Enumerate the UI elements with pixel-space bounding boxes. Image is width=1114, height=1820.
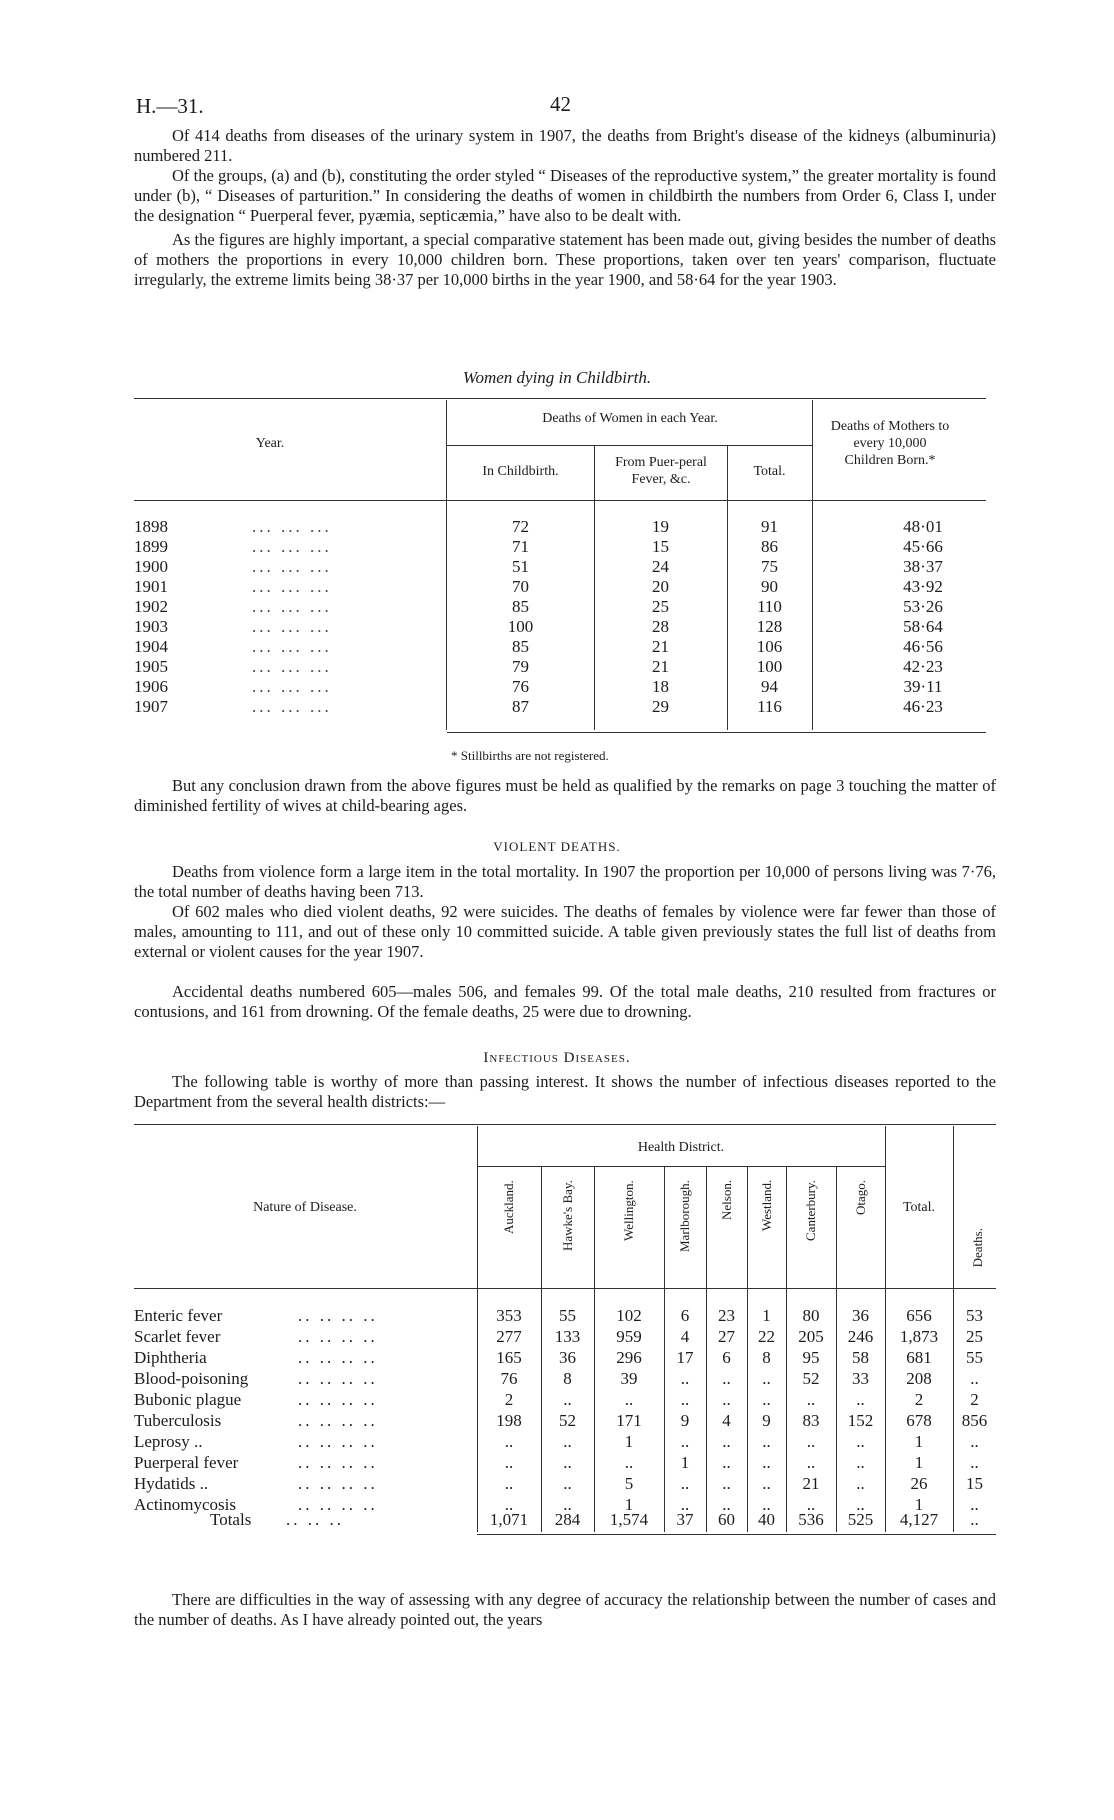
leader-dots: ... ... ...: [252, 577, 332, 596]
table2-total-header: Total.: [902, 1200, 936, 1215]
leader-dots: .. .. .. ..: [298, 1495, 378, 1514]
table2-cell: 678: [906, 1411, 932, 1430]
table1-cell-puerperal: 15: [652, 537, 669, 556]
table2-cell: 1: [914, 1432, 924, 1451]
table1-row: [134, 697, 986, 717]
table2-cell: 284: [554, 1510, 581, 1529]
page-number: 42: [550, 92, 571, 116]
table2-cell: ..: [856, 1474, 865, 1493]
leader-dots: ... ... ...: [252, 697, 332, 716]
table1-cell-total: 75: [761, 557, 778, 576]
table2-cell: ..: [762, 1432, 771, 1451]
table2-row: [134, 1432, 996, 1453]
table2-cell: 52: [802, 1369, 820, 1388]
table1-cell-childbirth: 85: [512, 597, 529, 616]
table2-cell: 95: [802, 1348, 820, 1367]
table2-row: [134, 1306, 996, 1327]
table2-cell: ..: [722, 1474, 731, 1493]
table1-cell-total: 91: [761, 517, 778, 536]
table2-cell: ..: [762, 1495, 771, 1514]
table2-cell: ..: [806, 1495, 816, 1514]
table2-cell: ..: [680, 1432, 690, 1451]
table2-cell: ..: [624, 1453, 634, 1472]
leader-dots: .. .. .. ..: [298, 1432, 378, 1451]
table2-cell: ..: [970, 1369, 979, 1388]
table2-cell: 9: [762, 1411, 771, 1430]
table2-row-label: Enteric fever: [134, 1306, 223, 1325]
table2-cell: ..: [624, 1390, 634, 1409]
table2-cell: 27: [718, 1327, 735, 1346]
table2-cell: ..: [504, 1432, 514, 1451]
table2-cell: 33: [852, 1369, 869, 1388]
infectious-paragraph: The following table is worthy of more than passing interest. It shows the number of infectious diseases reported to the Department from the several health districts:—: [134, 1072, 996, 1111]
table2-cell: ..: [806, 1453, 816, 1472]
table2-cell: 1: [914, 1453, 924, 1472]
table1-cell-total: 100: [756, 657, 783, 676]
table2-cell: ..: [970, 1495, 979, 1514]
table2-cell: 5: [624, 1474, 634, 1493]
table2-cell: 4: [722, 1411, 731, 1430]
leader-dots: .. .. .. ..: [298, 1411, 378, 1430]
table2-cell: 2: [970, 1390, 979, 1409]
table2-cell: 53: [966, 1306, 983, 1325]
table1-cell-rate: 58·64: [903, 617, 943, 636]
table2-cell: ..: [504, 1474, 514, 1493]
after-table1-paragraph: But any conclusion drawn from the above figures must be held as qualified by the remarks on page 3 touching the matter of diminished fertility of wives at child-bearing ages.: [134, 776, 996, 815]
table1-cell-childbirth: 51: [512, 557, 529, 576]
table2-cell: 23: [718, 1306, 735, 1325]
table1-cell-year: 1902: [134, 597, 168, 616]
table1-cell-puerperal: 28: [652, 617, 669, 636]
table2-nature-header: Nature of Disease.: [253, 1200, 357, 1215]
table2-cell: 353: [496, 1306, 522, 1325]
table2-cell: 36: [559, 1348, 576, 1367]
table1-row: [134, 657, 986, 677]
table1-row: [134, 677, 986, 697]
intro-paragraph-3: As the figures are highly important, a special comparative statement has been made out, giving besides the number of deaths of mothers the proportions in every 10,000 children born. These proportions, taken over ten years' comparison, fluctuate irregularly, the extreme limits being 38·37 per 10,000 births in the year 1900, and 58·64 for the year 1903.: [134, 230, 996, 289]
table2-district-header: Wellington.: [621, 1180, 636, 1241]
table1-cell-total: 90: [761, 577, 778, 596]
table1-cell-childbirth: 100: [507, 617, 534, 636]
table2-cell: 1: [914, 1495, 924, 1514]
table2-row: [134, 1369, 996, 1390]
table1-cell-year: 1904: [134, 637, 168, 656]
table1-cell-puerperal: 25: [652, 597, 669, 616]
table2-cell: 246: [847, 1327, 874, 1346]
leader-dots: .. .. ..: [286, 1510, 344, 1529]
table1-cell-childbirth: 72: [512, 517, 529, 536]
table2-row: [134, 1411, 996, 1432]
table2-cell: 26: [910, 1474, 928, 1493]
table1-cell-total: 116: [757, 697, 782, 716]
table2-header-rule: [134, 1288, 996, 1289]
table1-cell-total: 86: [761, 537, 778, 556]
table2-cell: ..: [856, 1453, 865, 1472]
table1-cell-puerperal: 29: [652, 697, 669, 716]
table1-cell-rate: 46·23: [903, 697, 943, 716]
leader-dots: .. .. .. ..: [298, 1348, 378, 1367]
table1-cell-childbirth: 87: [512, 697, 529, 716]
table2-cell: 36: [852, 1306, 869, 1325]
table2-cell: 133: [554, 1327, 581, 1346]
table1-cell-total: 94: [761, 677, 778, 696]
table2-cell: ..: [856, 1495, 865, 1514]
table2-cell: 80: [802, 1306, 820, 1325]
table1-cell-rate: 53·26: [903, 597, 943, 616]
table2-cell: 277: [496, 1327, 522, 1346]
table1-cell-rate: 46·56: [903, 637, 943, 656]
table2-cell: 58: [852, 1348, 869, 1367]
intro-paragraph-2: Of the groups, (a) and (b), constituting the order styled “ Diseases of the reproductive system,” the greater mortality is found under (b), “ Diseases of parturition.” In considering the deaths of women in childbirth the numbers from Order 6, Class I, under the designation “ Puerperal fever, pyæmia, septicæmia,” have also to be dealt with.: [134, 166, 996, 225]
table1-caption: Women dying in Childbirth.: [462, 368, 652, 387]
table2-cell: ..: [970, 1432, 979, 1451]
leader-dots: ... ... ...: [252, 597, 332, 616]
table2-district-header: Westland.: [758, 1180, 774, 1232]
table2-cell: ..: [722, 1432, 731, 1451]
table1-cell-rate: 43·92: [903, 577, 943, 596]
table2-row: [134, 1453, 996, 1474]
table2-row: [134, 1348, 996, 1369]
table2-cell: ..: [563, 1390, 572, 1409]
table1-cell-childbirth: 76: [512, 677, 529, 696]
table2-district-header: Hawke's Bay.: [559, 1180, 575, 1251]
table1-group-rule: [447, 445, 813, 446]
leader-dots: ... ... ...: [252, 537, 332, 556]
leader-dots: ... ... ...: [252, 657, 332, 676]
table2-cell: ..: [762, 1369, 771, 1388]
table1-cell-year: 1907: [134, 697, 168, 716]
leader-dots: .. .. .. ..: [298, 1306, 378, 1325]
table2-cell: 17: [676, 1348, 694, 1367]
table2-group-header: Health District.: [637, 1140, 725, 1155]
table2-cell: 1: [624, 1432, 634, 1451]
violent-paragraph-2: Of 602 males who died violent deaths, 92 were suicides. The deaths of females by violence were far fewer than those of males, amounting to 111, and out of these only 10 committed suicide. A table given previously states the full list of deaths from external or violent causes for the year 1907.: [134, 902, 996, 961]
table2-cell: ..: [680, 1390, 690, 1409]
table2-cell: ..: [680, 1369, 690, 1388]
table2-cell: ..: [970, 1453, 979, 1472]
table1-cell-puerperal: 24: [652, 557, 669, 576]
table2-cell: ..: [680, 1495, 690, 1514]
table1-cell-puerperal: 21: [652, 637, 669, 656]
table1-cell-year: 1901: [134, 577, 168, 596]
table2-cell: 102: [616, 1306, 642, 1325]
table2-row-label: Diphtheria: [134, 1348, 207, 1367]
table2-cell: 1,873: [899, 1327, 939, 1346]
table2-row-label: Hydatids ..: [134, 1474, 209, 1493]
table1-cell-rate: 45·66: [903, 537, 943, 556]
violent-deaths-heading: VIOLENT DEATHS.: [493, 839, 621, 854]
table1-cell-puerperal: 20: [652, 577, 669, 596]
table1-childbirth-header: In Childbirth.: [482, 464, 559, 479]
table2-cell: ..: [563, 1495, 572, 1514]
table2-cell: ..: [563, 1432, 572, 1451]
violent-paragraph-1: Deaths from violence form a large item in the total mortality. In 1907 the proportion per 10,000 of persons living was 7·76, the total number of deaths having been 713.: [134, 862, 996, 901]
table1-header-rule: [134, 500, 986, 501]
table2-cell: 52: [559, 1411, 576, 1430]
table2-cell: ..: [856, 1432, 865, 1451]
table2-cell: 2: [914, 1390, 924, 1409]
table1-cell-year: 1899: [134, 537, 168, 556]
table2-cell: 681: [906, 1348, 932, 1367]
leader-dots: .. .. .. ..: [298, 1327, 378, 1346]
table2-cell: 1,071: [489, 1510, 529, 1529]
table2-district-header: Marlborough.: [677, 1180, 692, 1252]
report-reference: H.—31.: [136, 94, 204, 118]
table2-cell: ..: [722, 1453, 731, 1472]
table1-group-header: Deaths of Women in each Year.: [542, 411, 718, 426]
table2-row: [134, 1474, 996, 1495]
table2-cell: 1: [680, 1453, 690, 1472]
table2-cell: 83: [802, 1411, 820, 1430]
table1-cell-rate: 38·37: [903, 557, 943, 576]
table2-row-label: Blood-poisoning: [134, 1369, 249, 1388]
table1-mothers-header: Deaths of Mothers to every 10,000 Children Born.*: [830, 419, 950, 468]
table2-cell: ..: [806, 1432, 816, 1451]
table2-cell: 22: [758, 1327, 775, 1346]
table2-bottom-rule: [477, 1534, 996, 1535]
table2-top-rule: [134, 1124, 996, 1125]
table2-cell: 1: [762, 1306, 771, 1325]
table2-cell: ..: [722, 1369, 731, 1388]
table2-row: [134, 1327, 996, 1348]
table2-district-header: Otago.: [852, 1180, 868, 1216]
table1-row: [134, 517, 986, 537]
table2-cell: 4,127: [899, 1510, 939, 1529]
table1-cell-childbirth: 85: [512, 637, 529, 656]
table2-cell: 25: [966, 1327, 983, 1346]
table1-cell-rate: 48·01: [903, 517, 943, 536]
table2-cell: ..: [504, 1495, 514, 1514]
table2-cell: 15: [966, 1474, 983, 1493]
table1-footnote: * Stillbirths are not registered.: [451, 748, 609, 763]
table1-row: [134, 637, 986, 657]
leader-dots: ... ... ...: [252, 677, 332, 696]
leader-dots: .. .. .. ..: [298, 1369, 378, 1388]
closing-paragraph: There are difficulties in the way of assessing with any degree of accuracy the relationship between the number of cases and the number of deaths. As I have already pointed out, the years: [134, 1590, 996, 1629]
table2-cell: 856: [961, 1411, 988, 1430]
table1-cell-total: 128: [756, 617, 783, 636]
table2-cell: 6: [722, 1348, 731, 1367]
table1-cell-childbirth: 79: [512, 657, 529, 676]
table1-cell-year: 1900: [134, 557, 168, 576]
leader-dots: ... ... ...: [252, 557, 332, 576]
table2-cell: 9: [680, 1411, 690, 1430]
table1-cell-year: 1898: [134, 517, 168, 536]
table2-cell: 205: [798, 1327, 824, 1346]
table2-cell: 198: [496, 1411, 522, 1430]
table2-cell: 4: [680, 1327, 690, 1346]
table2-cell: 536: [798, 1510, 824, 1529]
table2-cell: 1: [624, 1495, 634, 1514]
table2-cell: 6: [680, 1306, 690, 1325]
table2-cell: ..: [762, 1453, 771, 1472]
table1-cell-puerperal: 19: [652, 517, 669, 536]
infectious-heading: Infectious Diseases.: [483, 1050, 631, 1066]
leader-dots: .. .. .. ..: [298, 1453, 378, 1472]
table2-cell: ..: [680, 1474, 690, 1493]
table2-cell: 8: [762, 1348, 771, 1367]
table2-totals-row: [134, 1510, 996, 1531]
table1-row: [134, 597, 986, 617]
leader-dots: .. .. .. ..: [298, 1474, 378, 1493]
table2-cell: 40: [758, 1510, 775, 1529]
table2-row-label: Bubonic plague: [134, 1390, 242, 1409]
table1-cell-year: 1903: [134, 617, 168, 636]
intro-paragraph-1: Of 414 deaths from diseases of the urinary system in 1907, the deaths from Bright's disease of the kidneys (albuminuria) numbered 211.: [134, 126, 996, 165]
table1-row: [134, 537, 986, 557]
table2-row-label: Puerperal fever: [134, 1453, 239, 1472]
table2-cell: ..: [856, 1390, 865, 1409]
table2-cell: ..: [970, 1510, 979, 1529]
table2-row: [134, 1390, 996, 1411]
table2-cell: ..: [563, 1453, 572, 1472]
table2-row-label: Actinomycosis: [134, 1495, 236, 1514]
table2-cell: ..: [762, 1474, 771, 1493]
leader-dots: ... ... ...: [252, 617, 332, 636]
table2-cell: 208: [906, 1369, 932, 1388]
table2-cell: ..: [563, 1474, 572, 1493]
table1-cell-total: 106: [756, 637, 783, 656]
table2-cell: 37: [676, 1510, 694, 1529]
table2-cell: 656: [906, 1306, 932, 1325]
table2-cell: 165: [496, 1348, 522, 1367]
table2-cell: 2: [504, 1390, 514, 1409]
table1-bottom-rule: [447, 732, 986, 733]
table1-row: [134, 617, 986, 637]
table2-cell: 959: [616, 1327, 642, 1346]
table2-cell: 21: [802, 1474, 820, 1493]
table1-puerperal-header: From Puer-peral Fever, &c.: [615, 455, 707, 487]
table2-cell: 171: [616, 1411, 642, 1430]
table2-district-header: Canterbury.: [803, 1180, 818, 1241]
table1-cell-puerperal: 18: [652, 677, 669, 696]
table1-row: [134, 577, 986, 597]
table2-district-header: Auckland.: [501, 1180, 516, 1234]
table2-cell: 55: [966, 1348, 983, 1367]
table1-cell-childbirth: 71: [512, 537, 529, 556]
table2-cell: ..: [762, 1390, 771, 1409]
table2-cell: 296: [616, 1348, 642, 1367]
table2-cell: 152: [847, 1411, 874, 1430]
table2-cell: 76: [500, 1369, 518, 1388]
table2-row-label: Totals: [210, 1510, 252, 1529]
table2-cell: ..: [722, 1495, 731, 1514]
table2-cell: ..: [806, 1390, 816, 1409]
table2-cell: ..: [722, 1390, 731, 1409]
table2-cell: 39: [620, 1369, 638, 1388]
table1-cell-rate: 39·11: [903, 677, 943, 696]
table2-district-header: Nelson.: [718, 1180, 734, 1221]
table2-cell: 55: [559, 1306, 576, 1325]
leader-dots: ... ... ...: [252, 637, 332, 656]
table2-cell: 60: [718, 1510, 735, 1529]
table1-top-rule: [134, 398, 986, 399]
table2-row-label: Tuberculosis: [134, 1411, 222, 1430]
table1-cell-childbirth: 70: [512, 577, 529, 596]
table1-cell-puerperal: 21: [652, 657, 669, 676]
table1-year-header: Year.: [255, 436, 285, 451]
violent-paragraph-3: Accidental deaths numbered 605—males 506, and females 99. Of the total male deaths, 210 resulted from fractures or contusions, and 161 from drowning. Of the female deaths, 25 were due to drowning.: [134, 982, 996, 1021]
table1-cell-year: 1906: [134, 677, 168, 696]
table2-cell: 525: [847, 1510, 874, 1529]
table2-cell: 1,574: [609, 1510, 649, 1529]
table2-deaths-header: Deaths.: [970, 1228, 985, 1268]
table1-row: [134, 557, 986, 577]
table2-row-label: Scarlet fever: [134, 1327, 221, 1346]
table1-cell-year: 1905: [134, 657, 168, 676]
table1-cell-rate: 42·23: [903, 657, 943, 676]
table1-total-header: Total.: [753, 464, 786, 479]
leader-dots: ... ... ...: [252, 517, 332, 536]
table2-cell: ..: [504, 1453, 514, 1472]
table1-cell-total: 110: [757, 597, 782, 616]
table2-group-rule: [477, 1166, 885, 1167]
table2-cell: 8: [563, 1369, 572, 1388]
table2-row-label: Leprosy ..: [134, 1432, 203, 1451]
leader-dots: .. .. .. ..: [298, 1390, 378, 1409]
